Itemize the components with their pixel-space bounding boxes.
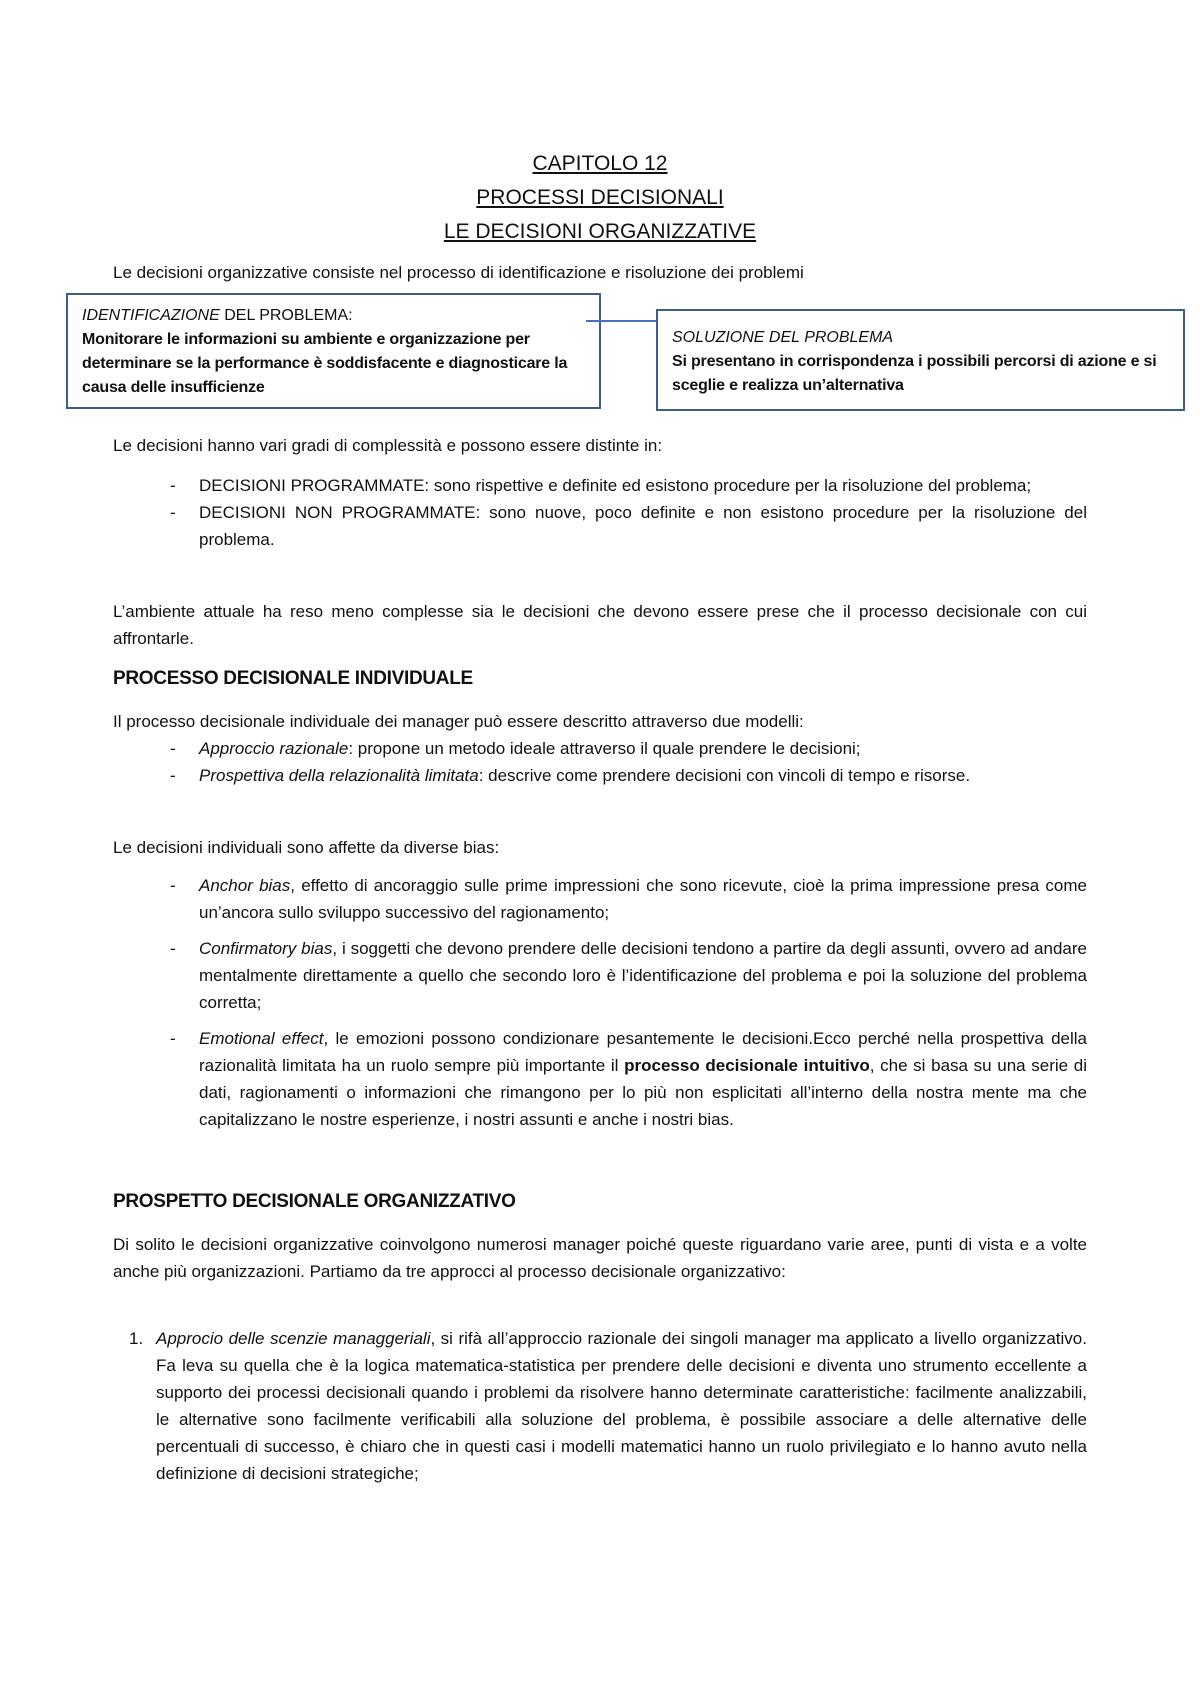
environment-paragraph: L’ambiente attuale ha reso meno complesse sia le decisioni che devono essere prese che il processo decisionale con cui affrontarle. [113,602,1087,648]
list-item: - DECISIONI PROGRAMMATE: sono rispettive e definite ed esistono procedure per la risoluzione del problema; [170,476,1032,495]
chapter-subtitle: PROCESSI DECISIONALI [476,186,724,209]
intro-paragraph: Le decisioni organizzative consiste nel processo di identificazione e risoluzione dei problemi [113,263,804,282]
solution-body: Si presentano in corrispondenza i possibili percorsi di azione e si sceglie e realizza un’alternativa [672,353,1157,394]
section-heading-individual: PROCESSO DECISIONALE INDIVIDUALE [113,668,473,689]
approaches-list [113,1325,1087,1487]
identification-body: Monitorare le informazioni su ambiente e organizzazione per determinare se la performance è soddisfacente e diagnosticare la causa delle insufficienze [82,331,568,396]
section-heading-organizational: PROSPETTO DECISIONALE ORGANIZZATIVO [113,1191,516,1212]
list-item: - Emotional effect, le emozioni possono condizionare pesantemente le decisioni.Ecco perché nella prospettiva della razionalità limitata ha un ruolo sempre più importante il processo decisionale intuitivo, che si basa su una serie di dati, ragionamenti o informazioni che rimangono per lo più non esplicitati all’interno della nostra mente ma che capitalizzano le nostre esperienze, i nostri assunti e anche i nostri bias. [170,1029,1088,1129]
list-item: - DECISIONI NON PROGRAMMATE: sono nuove, poco definite e non esistono procedure per la risoluzione del problema. [170,503,1087,549]
list-item: - Confirmatory bias, i soggetti che devono prendere delle decisioni tendono a partire da degli assunti, ovvero ad andare mentalmente direttamente a quello che secondo loro è l’identificazione del problema e poi la soluzione del problema corretta; [170,939,1087,1012]
title-block [0,147,1200,249]
chapter-section-title: LE DECISIONI ORGANIZZATIVE [443,220,757,243]
identification-label: IDENTIFICAZIONE DEL PROBLEMA: [82,307,353,324]
organizational-intro: Di solito le decisioni organizzative coinvolgono numerosi manager poiché queste riguardano varie aree, punti di vista e a volte anche più organizzazioni. Partiamo da tre approcci al processo decisionale organizzativo: [113,1235,1087,1281]
list-item: - Prospettiva della relazionalità limitata: descrive come prendere decisioni con vincoli di tempo e risorse. [170,766,971,785]
bias-intro: Le decisioni individuali sono affette da diverse bias: [113,838,500,857]
list-item: - Anchor bias, effetto di ancoraggio sulle prime impressioni che sono ricevute, cioè la prima impressione presa come un’ancora sullo sviluppo successivo del ragionamento; [170,876,1087,922]
solution-box [656,309,1185,411]
chapter-title: CAPITOLO 12 [532,152,668,175]
list-item: 1. Approcio delle scenzie managgeriali, si rifà all’approccio razionale dei singoli manager ma applicato a livello organizzativo. Fa leva su quella che è la logica matematica-statistica per prendere delle decisioni e diventa uno strumento eccellente a supporto dei processi decisionali quando i problemi da risolvere hanno determinate caratteristiche: facilmente analizzabili, le alternative sono facilmente verificabili alla soluzione del problema, è possibile associare a delle alternative delle percentuali di successo, è chiaro che in questi casi i modelli matematici hanno un ruolo privilegiato e lo hanno avuto nella definizione di decisioni strategiche; [129,1329,1087,1483]
list-item: - Approccio razionale: propone un metodo ideale attraverso il quale prendere le decisioni; [170,739,861,758]
solution-label: SOLUZIONE DEL PROBLEMA [672,329,894,346]
bias-list [113,872,1087,1133]
individual-intro: Il processo decisionale individuale dei manager può essere descritto attraverso due modelli: [113,712,804,731]
complexity-list [113,472,1087,553]
complexity-intro: Le decisioni hanno vari gradi di complessità e possono essere distinte in: [113,436,663,455]
identification-box [66,293,601,409]
models-list [113,735,1087,789]
